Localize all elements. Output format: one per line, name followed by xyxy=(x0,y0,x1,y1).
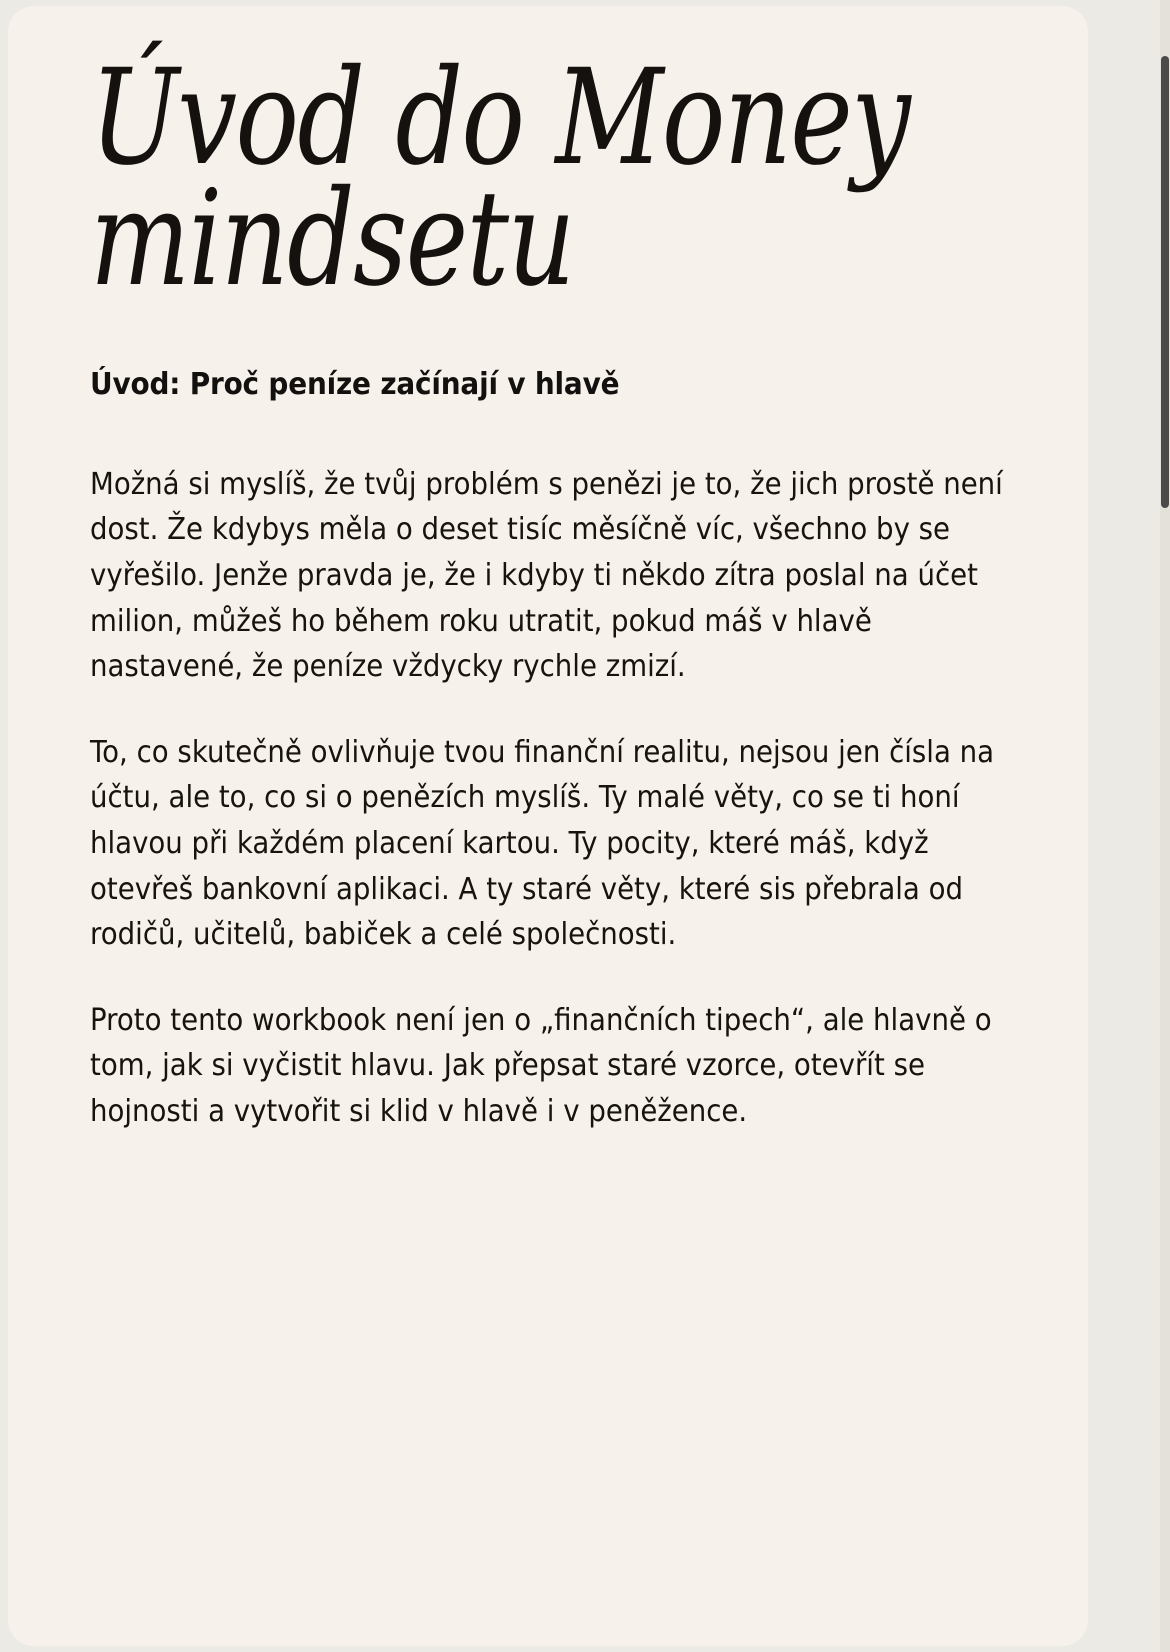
paragraph: Možná si myslíš, že tvůj problém s penězi je to, že jich prostě není dost. Že kdybys měla o deset tisíc měsíčně víc, všechno by se vyřešilo. Jenže pravda je, že i kdyby ti někdo zítra poslal na účet milion, můžeš ho během roku utratit, pokud máš v hlavě nastavené, že peníze vždycky rychle zmizí. xyxy=(90,466,1003,685)
page-title: Úvod do Money mindsetu xyxy=(90,41,910,317)
paragraph: Proto tento workbook není jen o „finančních tipech“, ale hlavně o tom, jak si vyčistit hlavu. Jak přepsat staré vzorce, otevřít se hojnosti a vytvořit si klid v hlavě i v peněžence. xyxy=(90,1002,992,1129)
page-content xyxy=(8,6,1088,1135)
paragraph: To, co skutečně ovlivňuje tvou finanční realitu, nejsou jen čísla na účtu, ale to, co si o penězích myslíš. Ty malé věty, co se ti honí hlavou při každém placení kartou. Ty pocity, které máš, když otevřeš bankovní aplikaci. A ty staré věty, které sis přebrala od rodičů, učitelů, babiček a celé společnosti. xyxy=(90,734,995,953)
scrollbar[interactable] xyxy=(1160,0,1170,1652)
document-page xyxy=(8,6,1088,1646)
scrollbar-thumb[interactable] xyxy=(1161,56,1169,508)
section-heading: Úvod: Proč peníze začínají v hlavě xyxy=(90,366,620,402)
body-copy-block xyxy=(90,462,1012,1135)
